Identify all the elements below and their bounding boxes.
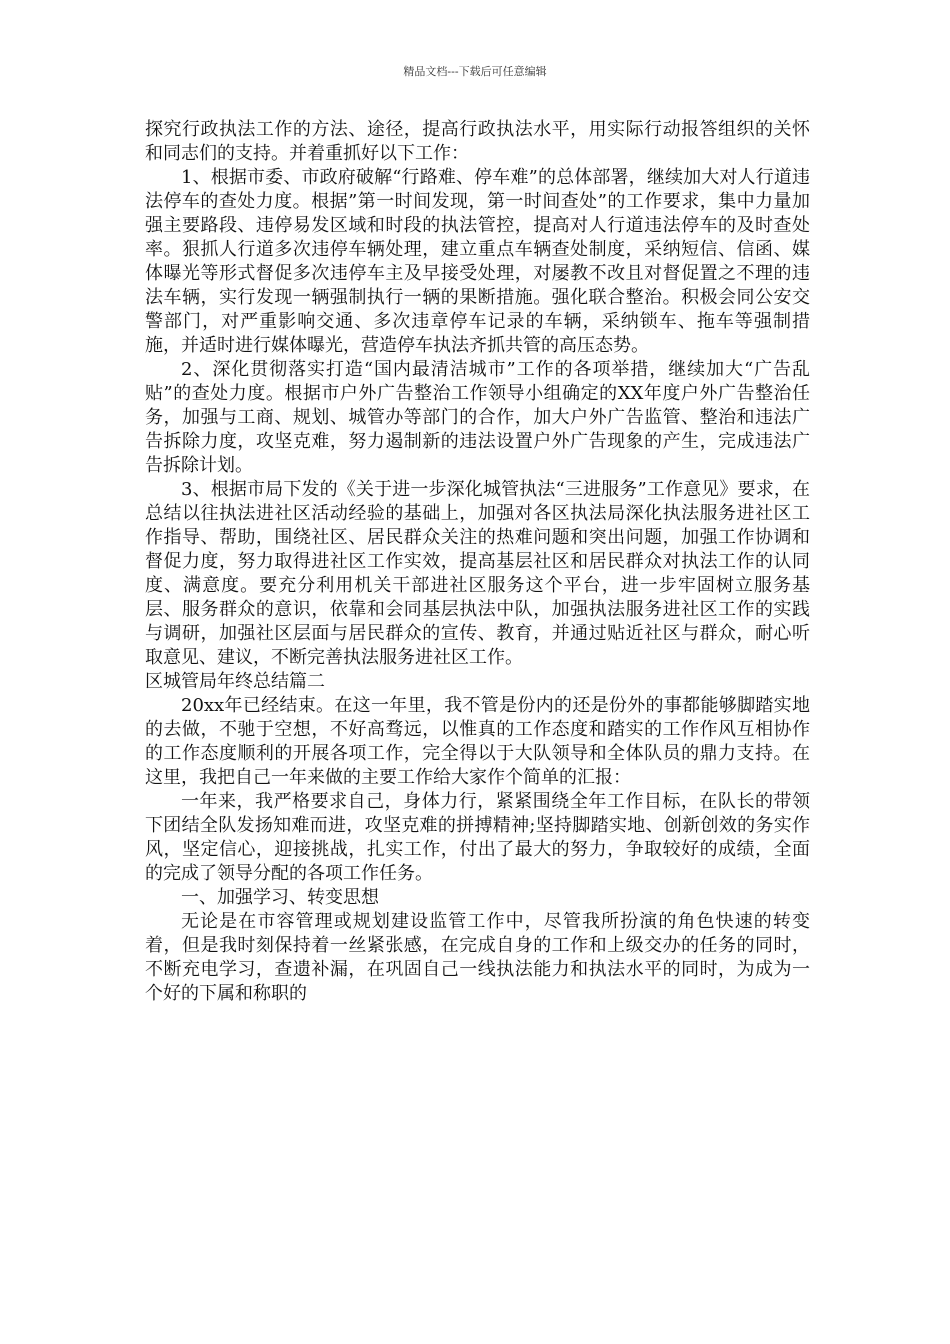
paragraph-summary-intro: 20xx年已经结束。在这一年里，我不管是份内的还是份外的事都能够脚踏实地的去做，不驰于空想，不好高骛远，以惟真的工作态度和踏实的工作作风互相协作的工作态度顺利的开展各项工作，完全得以于大队领导和全体队员的鼎力支持。在这里，我把自己一年来做的主要工作给大家作个简单的汇报： bbox=[145, 695, 810, 788]
paragraph-study: 无论是在市容管理或规划建设监管工作中，尽管我所扮演的角色快速的转变着，但是我时刻保持着一丝紧张感，在完成自身的工作和上级交办的任务的同时，不断充电学习，查遗补漏，在巩固自己一线执法能力和执法水平的同时，为成为一个好的下属和称职的 bbox=[145, 911, 810, 1004]
paragraph-item-3: 3、根据市局下发的《关于进一步深化城管执法“三进服务”工作意见》要求，在总结以往执法进社区活动经验的基础上，加强对各区执法局深化执法服务进社区工作指导、帮助，围绕社区、居民群众关注的热难问题和突出问题，加强工作协调和督促力度，努力取得进社区工作实效，提高基层社区和居民群众对执法工作的认同度、满意度。要充分利用机关干部进社区服务这个平台，进一步牢固树立服务基层、服务群众的意识，依靠和会同基层执法中队，加强执法服务进社区工作的实践与调研，加强社区层面与居民群众的宣传、教育，并通过贴近社区与群众，耐心听取意见、建议，不断完善执法服务进社区工作。 bbox=[145, 479, 810, 668]
paragraph-item-2: 2、深化贯彻落实打造“国内最清洁城市”工作的各项举措，继续加大“广告乱贴”的查处力度。根据市户外广告整治工作领导小组确定的XX年度户外广告整治任务，加强与工商、规划、城管办等部门的合作，加大户外广告监管、整治和违法广告拆除力度，攻坚克难，努力遏制新的违法设置户外广告现象的产生，完成违法广告拆除计划。 bbox=[145, 359, 810, 476]
document-body bbox=[145, 118, 810, 1006]
paragraph-year-overview: 一年来，我严格要求自己，身体力行，紧紧围绕全年工作目标，在队长的带领下团结全队发扬知难而进，攻坚克难的拼搏精神;坚持脚踏实地、创新创效的务实作风，坚定信心，迎接挑战，扎实工作，付出了最大的努力，争取较好的成绩，全面的完成了领导分配的各项工作任务。 bbox=[145, 791, 810, 884]
section-title: 区城管局年终总结篇二 bbox=[145, 671, 325, 692]
page-header: 精品文档---下载后可任意编辑 bbox=[403, 65, 547, 78]
paragraph-intro: 探究行政执法工作的方法、途径，提高行政执法水平，用实际行动报答组织的关怀和同志们的支持。并着重抓好以下工作： bbox=[145, 119, 810, 164]
paragraph-item-1: 1、根据市委、市政府破解“行路难、停车难”的总体部署，继续加大对人行道违法停车的查处力度。根据”第一时间发现，第一时间查处”的工作要求，集中力量加强主要路段、违停易发区域和时段的执法管控，提高对人行道违法停车的及时查处率。狠抓人行道多次违停车辆处理，建立重点车辆查处制度，采纳短信、信函、媒体曝光等形式督促多次违停车主及早接受处理，对屡教不改且对督促置之不理的违法车辆，实行发现一辆强制执行一辆的果断措施。强化联合整治。积极会同公安交警部门，对严重影响交通、多次违章停车记录的车辆，采纳锁车、拖车等强制措施，并适时进行媒体曝光，营造停车执法齐抓共管的高压态势。 bbox=[145, 167, 810, 356]
subheading-study: 一、加强学习、转变思想 bbox=[181, 887, 379, 908]
